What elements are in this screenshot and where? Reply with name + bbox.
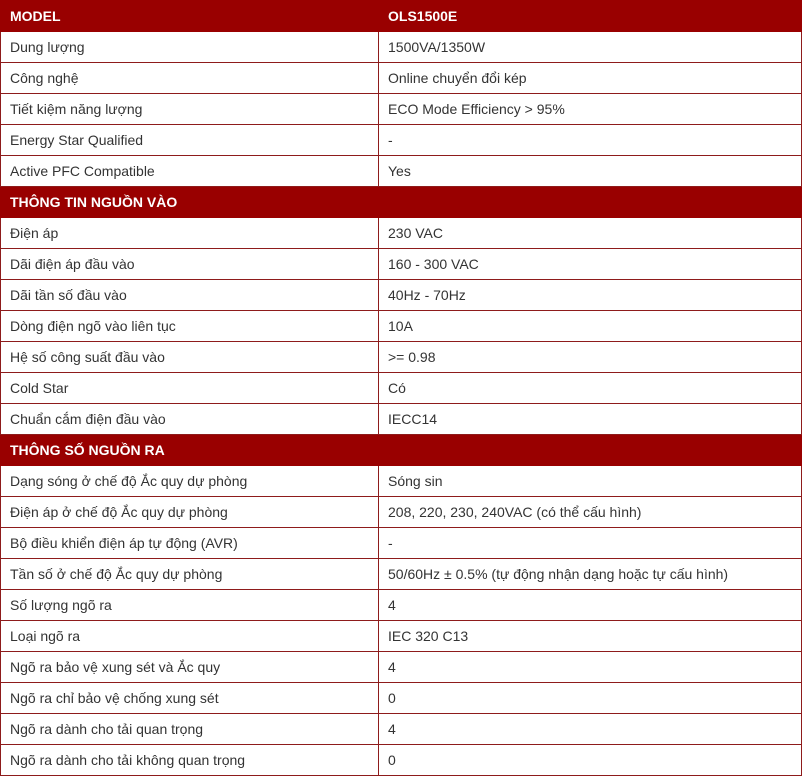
spec-label: Hệ số công suất đầu vào — [1, 342, 379, 373]
output-section-header — [1, 435, 802, 466]
table-row — [1, 404, 802, 435]
spec-value: 10A — [379, 311, 802, 342]
table-row — [1, 156, 802, 187]
table-row — [1, 280, 802, 311]
spec-value: 4 — [379, 714, 802, 745]
spec-label: Bộ điều khiển điện áp tự động (AVR) — [1, 528, 379, 559]
spec-label: Ngõ ra bảo vệ xung sét và Ắc quy — [1, 652, 379, 683]
spec-value: >= 0.98 — [379, 342, 802, 373]
spec-value: - — [379, 528, 802, 559]
table-row — [1, 32, 802, 63]
table-row — [1, 466, 802, 497]
spec-label: Tiết kiệm năng lượng — [1, 94, 379, 125]
table-row — [1, 683, 802, 714]
spec-value: 40Hz - 70Hz — [379, 280, 802, 311]
table-row — [1, 497, 802, 528]
spec-label: Ngõ ra dành cho tải quan trọng — [1, 714, 379, 745]
table-row — [1, 94, 802, 125]
spec-label: Dòng điện ngõ vào liên tục — [1, 311, 379, 342]
table-row — [1, 621, 802, 652]
spec-label: Energy Star Qualified — [1, 125, 379, 156]
spec-label: Dãi tần số đầu vào — [1, 280, 379, 311]
table-row — [1, 714, 802, 745]
table-row — [1, 652, 802, 683]
spec-label: Loại ngõ ra — [1, 621, 379, 652]
spec-value: 4 — [379, 652, 802, 683]
table-row — [1, 590, 802, 621]
spec-label: Số lượng ngõ ra — [1, 590, 379, 621]
spec-value: 1500VA/1350W — [379, 32, 802, 63]
table-row — [1, 342, 802, 373]
table-row — [1, 373, 802, 404]
spec-label: Tần số ở chế độ Ắc quy dự phòng — [1, 559, 379, 590]
spec-value: 230 VAC — [379, 218, 802, 249]
input-section-header — [1, 187, 802, 218]
spec-label: Ngõ ra chỉ bảo vệ chống xung sét — [1, 683, 379, 714]
section-title: THÔNG TIN NGUỒN VÀO — [1, 187, 802, 218]
section-title: THÔNG SỐ NGUỒN RA — [1, 435, 802, 466]
spec-label: Active PFC Compatible — [1, 156, 379, 187]
table-row — [1, 745, 802, 776]
model-value: OLS1500E — [379, 1, 802, 32]
spec-value: Sóng sin — [379, 466, 802, 497]
spec-label: Dạng sóng ở chế độ Ắc quy dự phòng — [1, 466, 379, 497]
spec-label: Công nghệ — [1, 63, 379, 94]
model-header-row — [1, 1, 802, 32]
table-row — [1, 249, 802, 280]
spec-value: 0 — [379, 683, 802, 714]
spec-value: ECO Mode Efficiency > 95% — [379, 94, 802, 125]
spec-value: 4 — [379, 590, 802, 621]
table-row — [1, 63, 802, 94]
spec-label: Dãi điện áp đầu vào — [1, 249, 379, 280]
table-row — [1, 559, 802, 590]
spec-value: 50/60Hz ± 0.5% (tự động nhận dạng hoặc tự cấu hình) — [379, 559, 802, 590]
spec-label: Chuẩn cắm điện đầu vào — [1, 404, 379, 435]
table-row — [1, 218, 802, 249]
spec-label: Ngõ ra dành cho tải không quan trọng — [1, 745, 379, 776]
table-row — [1, 311, 802, 342]
spec-value: Online chuyển đổi kép — [379, 63, 802, 94]
spec-label: Cold Star — [1, 373, 379, 404]
spec-value: IECC14 — [379, 404, 802, 435]
model-label: MODEL — [1, 1, 379, 32]
spec-value: 0 — [379, 745, 802, 776]
spec-label: Điện áp ở chế độ Ắc quy dự phòng — [1, 497, 379, 528]
spec-label: Điện áp — [1, 218, 379, 249]
spec-value: - — [379, 125, 802, 156]
spec-label: Dung lượng — [1, 32, 379, 63]
table-row — [1, 125, 802, 156]
spec-value: 160 - 300 VAC — [379, 249, 802, 280]
spec-value: Yes — [379, 156, 802, 187]
spec-value: IEC 320 C13 — [379, 621, 802, 652]
table-row — [1, 528, 802, 559]
spec-value: Có — [379, 373, 802, 404]
spec-value: 208, 220, 230, 240VAC (có thể cấu hình) — [379, 497, 802, 528]
